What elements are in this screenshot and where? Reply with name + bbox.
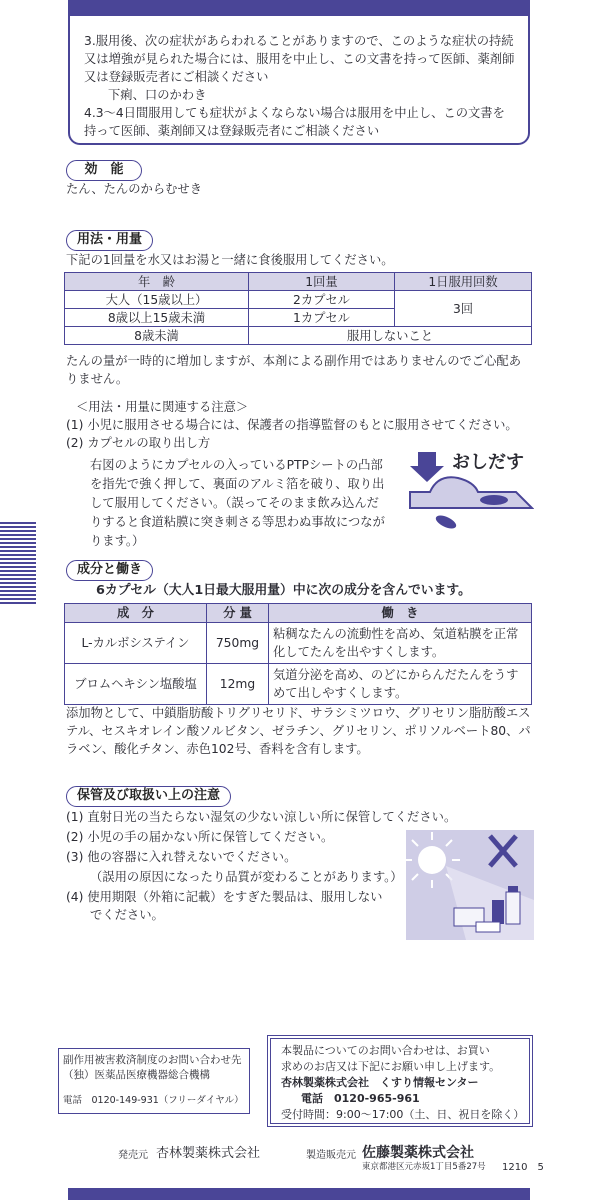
inquiry-line-1: 本製品についてのお問い合わせは、お買い <box>281 1044 490 1057</box>
storage-item-3-note: （誤用の原因になったり品質が変わることがあります。） <box>90 870 403 884</box>
ingredient-effect: 粘稠なたんの流動性を高め、気道粘膜を正常化してたんを出やすくします。 <box>269 623 532 664</box>
dosage-table <box>64 272 532 345</box>
relief-phone: 電話 0120-149-931（フリーダイヤル） <box>63 1095 244 1106</box>
dosage-precaution-heading: ＜用法・用量に関連する注意＞ <box>76 400 249 414</box>
storage-illustration <box>406 830 534 940</box>
barcode <box>0 520 36 604</box>
warnings-box <box>68 10 530 145</box>
capsule-howto: 右図のようにカプセルの入っているPTPシートの凸部を指先で強く押して、裏面のアルミ箔を破り、取り出して服用してください。（誤ってそのまま飲み込んだりすると食道粘膜に突き刺さる等思わぬ事故につながります。） <box>90 458 385 548</box>
age-cell: 8歳以上15歳未満 <box>65 309 249 327</box>
warning-symptoms: 下痢、口のかわき <box>108 88 207 102</box>
storage-item-3: (3) 他の容器に入れ替えないでください。 <box>66 850 297 864</box>
storage-item-1: (1) 直射日光の当たらない湿気の少ない涼しい所に保管してください。 <box>66 810 457 824</box>
ingredient-amount: 12mg <box>207 664 269 705</box>
age-cell: 8歳未満 <box>65 327 249 345</box>
dose-cell: 1カプセル <box>249 309 395 327</box>
inquiry-hours: 受付時間：9:00～17:00（土、日、祝日を除く） <box>281 1108 525 1121</box>
seller-label: 発売元 <box>118 1150 148 1161</box>
ingredient-name: L-カルボシステイン <box>65 623 207 664</box>
ingredient-name: ブロムヘキシン塩酸塩 <box>65 664 207 705</box>
table-row <box>65 623 532 664</box>
dosage-precaution-2: (2) カプセルの取り出し方 <box>66 436 211 450</box>
inquiry-box <box>270 1038 530 1124</box>
ingredients-table <box>64 603 532 705</box>
inquiry-center: 杏林製薬株式会社 くすり情報センター <box>281 1076 479 1089</box>
table-row <box>65 327 532 345</box>
push-label: おしだす <box>452 452 524 473</box>
push-capsule-illustration <box>408 448 534 532</box>
efficacy-heading: 効 能 <box>66 160 142 181</box>
dose-cell: 2カプセル <box>249 291 395 309</box>
relief-line-2: （独）医薬品医療機器総合機構 <box>63 1069 210 1081</box>
header-ingredient: 成 分 <box>65 604 207 623</box>
dosage-precaution-1: (1) 小児に服用させる場合には、保護者の指導監督のもとに服用させてください。 <box>66 418 518 432</box>
inquiry-line-2: 求めのお店又は下記にお願い申し上げます。 <box>281 1060 501 1073</box>
bottom-color-bar <box>68 1188 530 1200</box>
seller-name: 杏林製薬株式会社 <box>156 1146 261 1161</box>
maker-address: 東京都港区元赤坂1丁目5番27号 <box>362 1162 486 1172</box>
storage-item-2: (2) 小児の手の届かない所に保管してください。 <box>66 830 334 844</box>
header-times: 1日服用回数 <box>395 273 532 291</box>
relief-line-1: 副作用被害救済制度のお問い合わせ先 <box>63 1054 242 1066</box>
table-header-row <box>65 273 532 291</box>
not-allowed-cell: 服用しないこと <box>249 327 532 345</box>
times-cell: 3回 <box>395 291 532 327</box>
ingredients-heading: 成分と働き <box>66 560 153 581</box>
header-amount: 分 量 <box>207 604 269 623</box>
maker-name: 佐藤製薬株式会社 <box>362 1145 474 1161</box>
dosage-note: たんの量が一時的に増加しますが、本剤による副作用ではありませんのでご心配ありません。 <box>66 354 521 386</box>
additives-text: 添加物として、中鎖脂肪酸トリグリセリド、サラシミツロウ、グリセリン脂肪酸エステル、セスキオレイン酸ソルビタン、ゼラチン、グリセリン、ポリソルベート80、パラベン、酸化チタン、赤色102号、香料を含有します。 <box>66 706 531 756</box>
maker-label: 製造販売元 <box>306 1150 356 1161</box>
header-effect: 働 き <box>269 604 532 623</box>
dosage-heading: 用法・用量 <box>66 230 153 251</box>
inquiry-phone: 電話 0120-965-961 <box>301 1092 420 1105</box>
table-row <box>65 291 532 309</box>
ingredient-effect: 気道分泌を高め、のどにからんだたんをうすめて出しやすくします。 <box>269 664 532 705</box>
header-age: 年 齢 <box>65 273 249 291</box>
efficacy-text: たん、たんのからむせき <box>66 182 203 196</box>
sunlight-illustration <box>406 830 534 940</box>
warning-item-4: 4.3～4日間服用しても症状がよくならない場合は服用を中止し、この文書を持って医師、薬剤師又は登録販売者にご相談ください <box>84 106 505 138</box>
ingredients-intro: 6カプセル（大人1日最大服用量）中に次の成分を含んでいます。 <box>96 583 471 598</box>
age-cell: 大人（15歳以上） <box>65 291 249 309</box>
print-code: 1210 5 <box>502 1162 544 1173</box>
warning-item-3: 3.服用後、次の症状があらわれることがありますので、このような症状の持続又は増強が見られた場合には、服用を中止し、この文書を持って医師、薬剤師又は登録販売者にご相談ください <box>84 34 515 84</box>
table-row <box>65 664 532 705</box>
ingredient-amount: 750mg <box>207 623 269 664</box>
relief-contact-box <box>58 1048 250 1114</box>
storage-item-4: (4) 使用期限（外箱に記載）をすぎた製品は、服用しない <box>66 890 383 904</box>
header-dose: 1回量 <box>249 273 395 291</box>
table-header-row <box>65 604 532 623</box>
storage-heading: 保管及び取扱い上の注意 <box>66 786 231 807</box>
dosage-intro: 下記の1回量を水又はお湯と一緒に食後服用してください。 <box>66 253 394 267</box>
storage-item-4-cont: でください。 <box>90 908 164 922</box>
